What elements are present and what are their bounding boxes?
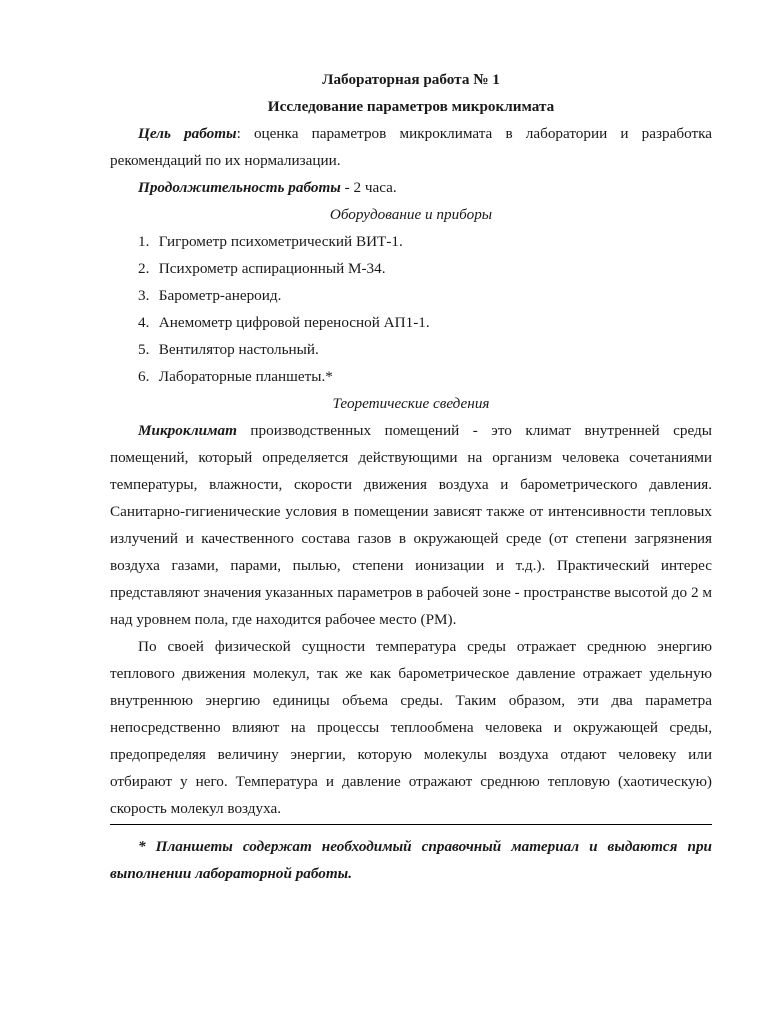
- equipment-item-number: 5.: [138, 341, 150, 358]
- theory-paragraph-1: [110, 417, 712, 633]
- equipment-item-text: Вентилятор настольный.: [158, 341, 319, 358]
- document-subtitle: Исследование параметров микроклимата: [267, 98, 555, 115]
- equipment-item: [138, 228, 712, 255]
- equipment-list: [110, 228, 712, 390]
- footnote-separator: [110, 824, 712, 825]
- goal-paragraph: [110, 120, 712, 174]
- duration-label: Продолжительность работы: [138, 179, 341, 196]
- equipment-item-number: 6.: [138, 368, 150, 385]
- equipment-item: [138, 255, 712, 282]
- equipment-item-text: Гигрометр психометрический ВИТ-1.: [158, 233, 403, 250]
- document-title: Лабораторная работа № 1: [322, 71, 500, 88]
- microclimate-term: Микроклимат: [138, 422, 237, 439]
- equipment-item-text: Анемометр цифровой переносной АП1-1.: [158, 314, 430, 331]
- equipment-item: [138, 309, 712, 336]
- equipment-item: [138, 336, 712, 363]
- duration-text: - 2 часа.: [340, 179, 397, 196]
- equipment-item-number: 1.: [138, 233, 150, 250]
- duration-paragraph: [110, 174, 712, 201]
- equipment-item-text: Барометр-анероид.: [158, 287, 282, 304]
- equipment-item-number: 4.: [138, 314, 150, 331]
- equipment-item: [138, 363, 712, 390]
- equipment-heading: Оборудование и приборы: [329, 206, 493, 223]
- theory-paragraph-1-text: производственных помещений - это климат внутренней среды помещений, который определяется действующими на организм человека сочетаниями температуры, влажности, скорости движения воздуха и барометрического давления. Санитарно-гигиенические условия в помещении зависят также от интенсивности тепловых излучений и качественного состава газов в окружающей среде (от степени загрязнения воздуха газами, парами, пылью, степени ионизации и т.д.). Практический интерес представляют значения указанных параметров в рабочей зоне - пространстве высотой до 2 м над уровнем пола, где находится рабочее место (РМ).: [110, 422, 712, 628]
- equipment-item-text: Психрометр аспирационный М-34.: [158, 260, 386, 277]
- goal-label: Цель работы: [138, 125, 237, 142]
- theory-heading: Теоретические сведения: [332, 395, 490, 412]
- equipment-item-text: Лабораторные планшеты.*: [158, 368, 333, 385]
- document-page: [110, 66, 712, 887]
- equipment-item-number: 2.: [138, 260, 150, 277]
- equipment-item: [138, 282, 712, 309]
- footnote: * Планшеты содержат необходимый справочный материал и выдаются при выполнении лабораторной работы.: [110, 838, 712, 882]
- equipment-item-number: 3.: [138, 287, 150, 304]
- goal-text: : оценка параметров микроклимата в лаборатории и разработка рекомендаций по их нормализации.: [110, 125, 712, 169]
- theory-paragraph-2: По своей физической сущности температура среды отражает среднюю энергию теплового движения молекул, так же как барометрическое давление отражает удельную внутреннюю энергию единицы объема среды. Таким образом, эти два параметра непосредственно влияют на процессы теплообмена человека и окружающей среды, предопределяя величину энергии, которую молекулы воздуха отдают человеку или отбирают у него. Температура и давление отражают среднюю тепловую (хаотическую) скорость молекул воздуха.: [110, 638, 712, 817]
